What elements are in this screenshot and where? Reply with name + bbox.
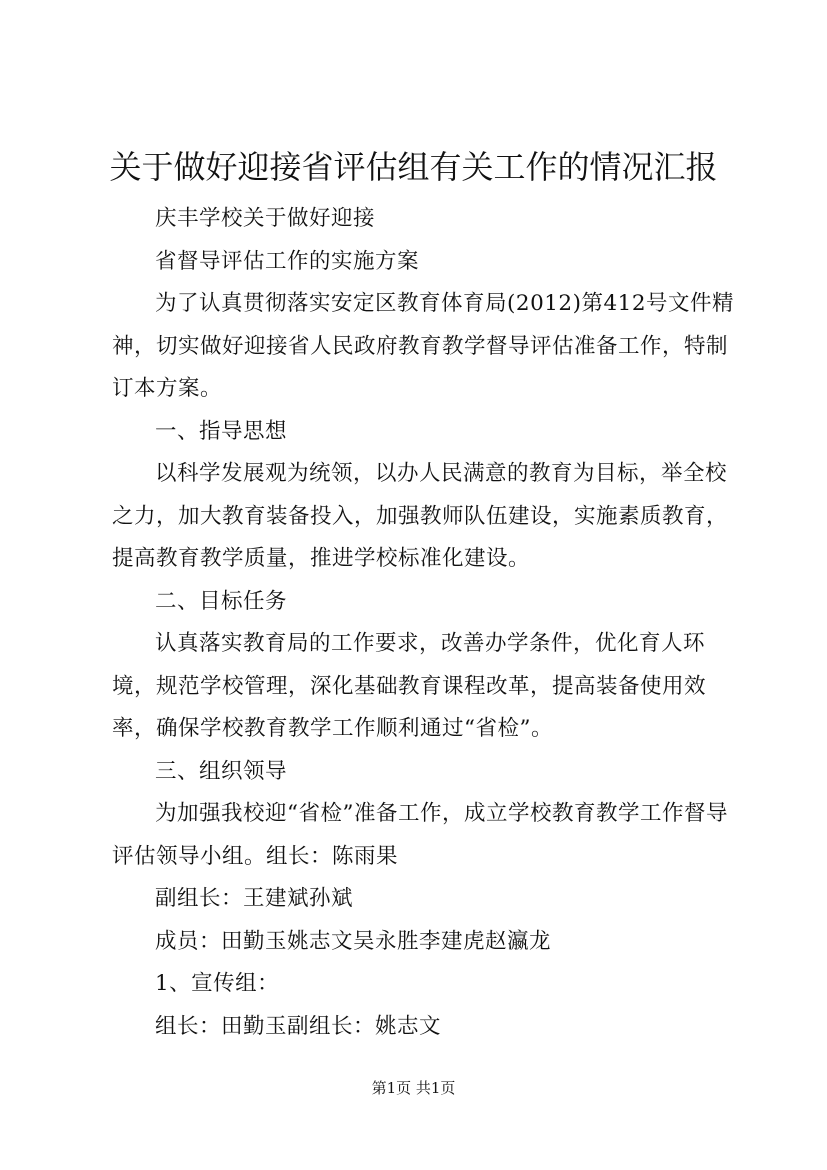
paragraph-deputy-leaders: 副组长：王建斌孙斌 — [155, 886, 354, 911]
section-heading-guiding-thought: 一、指导思想 — [155, 418, 288, 444]
section-heading-objectives: 二、目标任务 — [155, 588, 288, 614]
section-heading-organization: 三、组织领导 — [155, 758, 288, 784]
paragraph-school-line: 庆丰学校关于做好迎接 — [155, 206, 376, 231]
paragraph-publicity-leaders: 组长：田勤玉副组长：姚志文 — [155, 1013, 442, 1039]
paragraph-guiding-thought: 以科学发展观为统领，以办人民满意的教育为目标，举全校之力，加大教育装备投入，加强教师队伍建设，实施素质教育，提高教育教学质量，推进学校标准化建设。 — [112, 461, 729, 571]
paragraph-objectives: 认真落实教育局的工作要求，改善办学条件，优化育人环境，规范学校管理，深化基础教育课程改革，提高装备使用效率，确保学校教育教学工作顺利通过“省检”。 — [112, 631, 707, 741]
page-footer: 第1页 共1页 — [371, 1079, 456, 1097]
document-body — [112, 198, 740, 1048]
paragraph-organization: 为加强我校迎“省检”准备工作，成立学校教育教学工作督导评估领导小组。组长：陈雨果 — [112, 801, 728, 869]
document-title: 关于做好迎接省评估组有关工作的情况汇报 — [109, 148, 718, 186]
paragraph-plan-title: 省督导评估工作的实施方案 — [155, 248, 420, 274]
paragraph-members: 成员：田勤玉姚志文吴永胜李建虎赵瀛龙 — [155, 928, 552, 954]
paragraph-intro: 为了认真贯彻落实安定区教育体育局(2012)第412号文件精神，切实做好迎接省人民政府教育教学督导评估准备工作，特制订本方案。 — [112, 291, 735, 401]
paragraph-publicity-group: 1、宣传组： — [155, 971, 280, 996]
